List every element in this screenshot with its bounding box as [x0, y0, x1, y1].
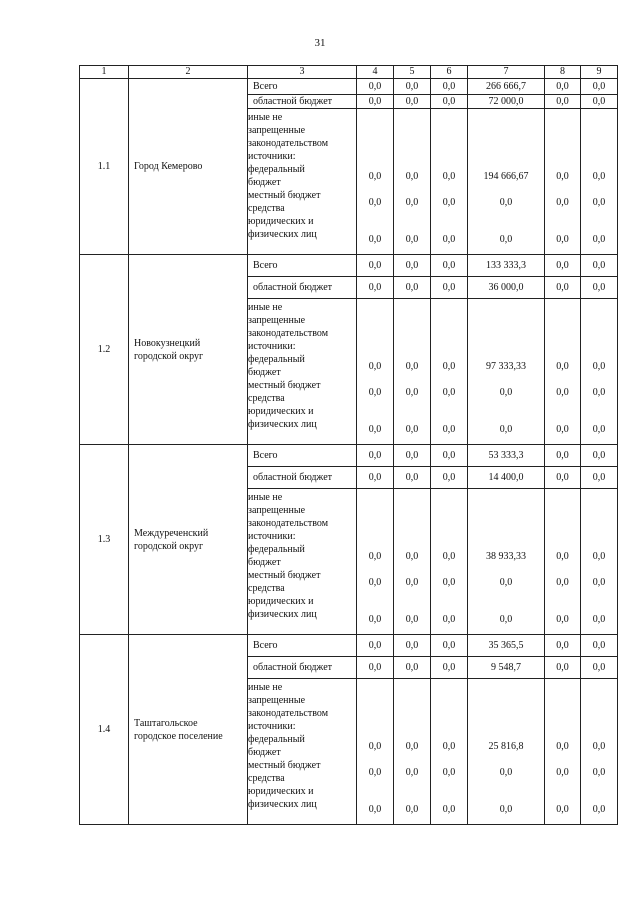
value-stack-cell [468, 679, 545, 825]
table-body [80, 79, 618, 825]
value-cell: 0,0 [357, 635, 394, 657]
value-federal: 38 933,33 [486, 550, 526, 562]
source-label-line: законодательством [248, 138, 329, 149]
source-label-line: запрещенные [248, 505, 306, 516]
value-federal: 97 333,33 [486, 360, 526, 372]
value-cell: 0,0 [431, 255, 468, 277]
value-federal: 0,0 [368, 740, 382, 752]
value-stack-cell [431, 489, 468, 635]
value-private: 0,0 [592, 234, 606, 246]
municipality-name [129, 445, 248, 635]
municipality-name-line: городское поселение [134, 730, 223, 742]
source-label-total: Всего [248, 445, 357, 467]
value-cell: 0,0 [394, 95, 431, 109]
value-federal: 0,0 [405, 360, 419, 372]
municipality-name [129, 79, 248, 255]
value-local: 0,0 [405, 576, 419, 588]
value-local: 0,0 [556, 576, 569, 588]
value-cell: 0,0 [581, 635, 618, 657]
source-label-regional: областной бюджет [248, 657, 357, 679]
value-cell: 0,0 [394, 635, 431, 657]
value-local: 0,0 [442, 196, 456, 208]
source-label-line: иные не [248, 492, 283, 503]
value-private: 0,0 [556, 424, 569, 436]
table-row [80, 445, 618, 467]
source-label-line: местный бюджет [248, 760, 321, 771]
value-private: 0,0 [499, 424, 513, 436]
source-label-line: местный бюджет [248, 570, 321, 581]
value-local: 0,0 [442, 766, 456, 778]
source-label-line: юридических и [248, 786, 314, 797]
col-number: 3 [248, 66, 357, 79]
value-cell: 36 000,0 [468, 277, 545, 299]
source-label-other [248, 299, 357, 445]
section-number: 1.3 [80, 445, 129, 635]
value-local: 0,0 [442, 576, 456, 588]
value-federal: 0,0 [368, 360, 382, 372]
value-cell: 0,0 [357, 445, 394, 467]
value-stack-cell [581, 109, 618, 255]
value-stack-cell [468, 299, 545, 445]
value-private: 0,0 [442, 424, 456, 436]
value-cell: 266 666,7 [468, 79, 545, 95]
value-local: 0,0 [556, 196, 569, 208]
value-cell: 0,0 [357, 657, 394, 679]
source-label-line: физических лиц [248, 419, 317, 430]
source-label-line: федеральный [248, 544, 305, 555]
value-cell: 0,0 [581, 277, 618, 299]
municipality-name [129, 255, 248, 445]
value-stack-cell [357, 109, 394, 255]
source-label-line: запрещенные [248, 315, 306, 326]
source-label-line: законодательством [248, 518, 329, 529]
value-federal: 25 816,8 [488, 740, 524, 752]
value-private: 0,0 [368, 234, 382, 246]
value-cell: 0,0 [581, 95, 618, 109]
value-cell: 0,0 [545, 467, 581, 489]
col-number: 7 [468, 66, 545, 79]
value-federal: 0,0 [556, 170, 569, 182]
source-label-regional: областной бюджет [248, 95, 357, 109]
value-federal: 194 666,67 [483, 170, 529, 182]
source-label-line: федеральный [248, 354, 305, 365]
source-label-line: физических лиц [248, 609, 317, 620]
value-stack-cell [394, 299, 431, 445]
column-number-row [80, 66, 618, 79]
value-cell: 0,0 [545, 277, 581, 299]
value-cell: 35 365,5 [468, 635, 545, 657]
value-private: 0,0 [405, 234, 419, 246]
source-label-line: местный бюджет [248, 190, 321, 201]
section-number: 1.2 [80, 255, 129, 445]
value-stack-cell [357, 299, 394, 445]
value-federal: 0,0 [368, 170, 382, 182]
value-stack-cell [581, 679, 618, 825]
value-stack-cell [468, 109, 545, 255]
value-cell: 0,0 [394, 467, 431, 489]
value-private: 0,0 [592, 614, 606, 626]
value-cell: 0,0 [357, 255, 394, 277]
value-cell: 0,0 [581, 657, 618, 679]
section-number: 1.1 [80, 79, 129, 255]
value-stack-cell [581, 489, 618, 635]
source-label-line: запрещенные [248, 695, 306, 706]
value-private: 0,0 [405, 804, 419, 816]
value-stack-cell [394, 109, 431, 255]
col-number: 1 [80, 66, 129, 79]
value-private: 0,0 [592, 804, 606, 816]
value-stack-cell [468, 489, 545, 635]
value-cell: 0,0 [581, 79, 618, 95]
value-local: 0,0 [592, 576, 606, 588]
value-cell: 0,0 [357, 467, 394, 489]
source-label-line: средства [248, 583, 285, 594]
page-number: 31 [314, 37, 326, 49]
value-cell: 53 333,3 [468, 445, 545, 467]
value-private: 0,0 [368, 424, 382, 436]
value-cell: 0,0 [394, 255, 431, 277]
value-local: 0,0 [592, 386, 606, 398]
value-cell: 14 400,0 [468, 467, 545, 489]
value-private: 0,0 [592, 424, 606, 436]
value-cell: 0,0 [357, 79, 394, 95]
value-federal: 0,0 [592, 360, 606, 372]
source-label-line: физических лиц [248, 229, 317, 240]
value-cell: 0,0 [581, 445, 618, 467]
value-stack-cell [581, 299, 618, 445]
source-label-line: физических лиц [248, 799, 317, 810]
source-label-total: Всего [248, 635, 357, 657]
value-cell: 0,0 [545, 635, 581, 657]
value-local: 0,0 [592, 766, 606, 778]
value-federal: 0,0 [405, 740, 419, 752]
table-row [80, 635, 618, 657]
value-stack-cell [394, 679, 431, 825]
col-number: 2 [129, 66, 248, 79]
municipality-name-line: городской округ [134, 540, 204, 552]
value-local: 0,0 [405, 766, 419, 778]
value-private: 0,0 [556, 234, 569, 246]
value-stack-cell [357, 679, 394, 825]
source-label-regional: областной бюджет [248, 467, 357, 489]
value-cell: 0,0 [431, 467, 468, 489]
value-private: 0,0 [368, 614, 382, 626]
value-cell: 0,0 [431, 277, 468, 299]
value-stack-cell [357, 489, 394, 635]
value-federal: 0,0 [556, 740, 569, 752]
source-label-line: средства [248, 203, 285, 214]
source-label-line: федеральный [248, 164, 305, 175]
table-row [80, 255, 618, 277]
value-private: 0,0 [405, 424, 419, 436]
value-private: 0,0 [405, 614, 419, 626]
municipality-name [129, 635, 248, 825]
source-label-other [248, 109, 357, 255]
source-label-line: бюджет [248, 177, 281, 188]
value-local: 0,0 [368, 386, 382, 398]
value-cell: 0,0 [431, 445, 468, 467]
value-cell: 0,0 [431, 657, 468, 679]
value-federal: 0,0 [368, 550, 382, 562]
source-label-line: юридических и [248, 596, 314, 607]
value-federal: 0,0 [405, 550, 419, 562]
col-number: 4 [357, 66, 394, 79]
section-number: 1.4 [80, 635, 129, 825]
value-cell: 0,0 [431, 95, 468, 109]
value-cell: 0,0 [431, 79, 468, 95]
value-cell: 0,0 [394, 445, 431, 467]
value-federal: 0,0 [442, 550, 456, 562]
value-federal: 0,0 [442, 740, 456, 752]
source-label-line: иные не [248, 302, 283, 313]
value-local: 0,0 [556, 766, 569, 778]
value-local: 0,0 [405, 196, 419, 208]
value-cell: 133 333,3 [468, 255, 545, 277]
value-cell: 0,0 [545, 255, 581, 277]
source-label-line: средства [248, 393, 285, 404]
value-federal: 0,0 [556, 550, 569, 562]
value-cell: 0,0 [545, 95, 581, 109]
value-federal: 0,0 [442, 360, 456, 372]
value-private: 0,0 [499, 234, 513, 246]
source-label-line: бюджет [248, 367, 281, 378]
value-local: 0,0 [592, 196, 606, 208]
source-label-other [248, 489, 357, 635]
source-label-line: местный бюджет [248, 380, 321, 391]
municipality-name-line: Междуреченский [134, 527, 209, 539]
value-cell: 0,0 [581, 255, 618, 277]
value-cell: 0,0 [581, 467, 618, 489]
source-label-line: законодательством [248, 708, 329, 719]
municipality-name-line: Новокузнецкий [134, 337, 201, 349]
value-local: 0,0 [368, 196, 382, 208]
source-label-line: источники: [248, 151, 296, 162]
value-stack-cell [545, 109, 581, 255]
source-label-line: иные не [248, 112, 283, 123]
source-label-line: бюджет [248, 747, 281, 758]
source-label-other [248, 679, 357, 825]
value-private: 0,0 [499, 614, 513, 626]
value-private: 0,0 [442, 614, 456, 626]
value-local: 0,0 [499, 196, 513, 208]
value-local: 0,0 [556, 386, 569, 398]
source-label-regional: областной бюджет [248, 277, 357, 299]
value-cell: 0,0 [394, 79, 431, 95]
value-federal: 0,0 [592, 740, 606, 752]
municipality-name-line: Таштагольское [134, 717, 198, 729]
value-stack-cell [545, 489, 581, 635]
source-label-line: источники: [248, 341, 296, 352]
value-cell: 0,0 [545, 445, 581, 467]
source-label-line: законодательством [248, 328, 329, 339]
value-private: 0,0 [442, 234, 456, 246]
municipality-name-line: Город Кемерово [134, 161, 203, 172]
value-federal: 0,0 [592, 550, 606, 562]
value-cell: 0,0 [545, 79, 581, 95]
source-label-line: запрещенные [248, 125, 306, 136]
value-private: 0,0 [556, 804, 569, 816]
value-local: 0,0 [368, 576, 382, 588]
value-federal: 0,0 [556, 360, 569, 372]
value-stack-cell [545, 679, 581, 825]
source-label-line: федеральный [248, 734, 305, 745]
value-stack-cell [545, 299, 581, 445]
value-private: 0,0 [556, 614, 569, 626]
value-local: 0,0 [499, 386, 513, 398]
value-stack-cell [431, 109, 468, 255]
source-label-line: источники: [248, 531, 296, 542]
source-label-line: источники: [248, 721, 296, 732]
value-federal: 0,0 [592, 170, 606, 182]
value-federal: 0,0 [405, 170, 419, 182]
source-label-total: Всего [248, 79, 357, 95]
value-stack-cell [431, 679, 468, 825]
value-local: 0,0 [442, 386, 456, 398]
value-private: 0,0 [499, 804, 513, 816]
col-number: 9 [581, 66, 618, 79]
source-label-line: юридических и [248, 406, 314, 417]
source-label-line: средства [248, 773, 285, 784]
value-local: 0,0 [499, 766, 513, 778]
value-local: 0,0 [499, 576, 513, 588]
source-label-line: иные не [248, 682, 283, 693]
table-row [80, 79, 618, 95]
value-federal: 0,0 [442, 170, 456, 182]
value-cell: 0,0 [545, 657, 581, 679]
value-local: 0,0 [405, 386, 419, 398]
source-label-line: бюджет [248, 557, 281, 568]
col-number: 8 [545, 66, 581, 79]
municipality-name-line: городской округ [134, 350, 204, 362]
value-stack-cell [394, 489, 431, 635]
value-cell: 0,0 [394, 657, 431, 679]
col-number: 5 [394, 66, 431, 79]
value-private: 0,0 [442, 804, 456, 816]
value-local: 0,0 [368, 766, 382, 778]
value-private: 0,0 [368, 804, 382, 816]
value-cell: 0,0 [394, 277, 431, 299]
budget-table [79, 65, 618, 825]
value-cell: 72 000,0 [468, 95, 545, 109]
value-stack-cell [431, 299, 468, 445]
value-cell: 0,0 [431, 635, 468, 657]
value-cell: 0,0 [357, 277, 394, 299]
col-number: 6 [431, 66, 468, 79]
value-cell: 9 548,7 [468, 657, 545, 679]
source-label-total: Всего [248, 255, 357, 277]
source-label-line: юридических и [248, 216, 314, 227]
value-cell: 0,0 [357, 95, 394, 109]
